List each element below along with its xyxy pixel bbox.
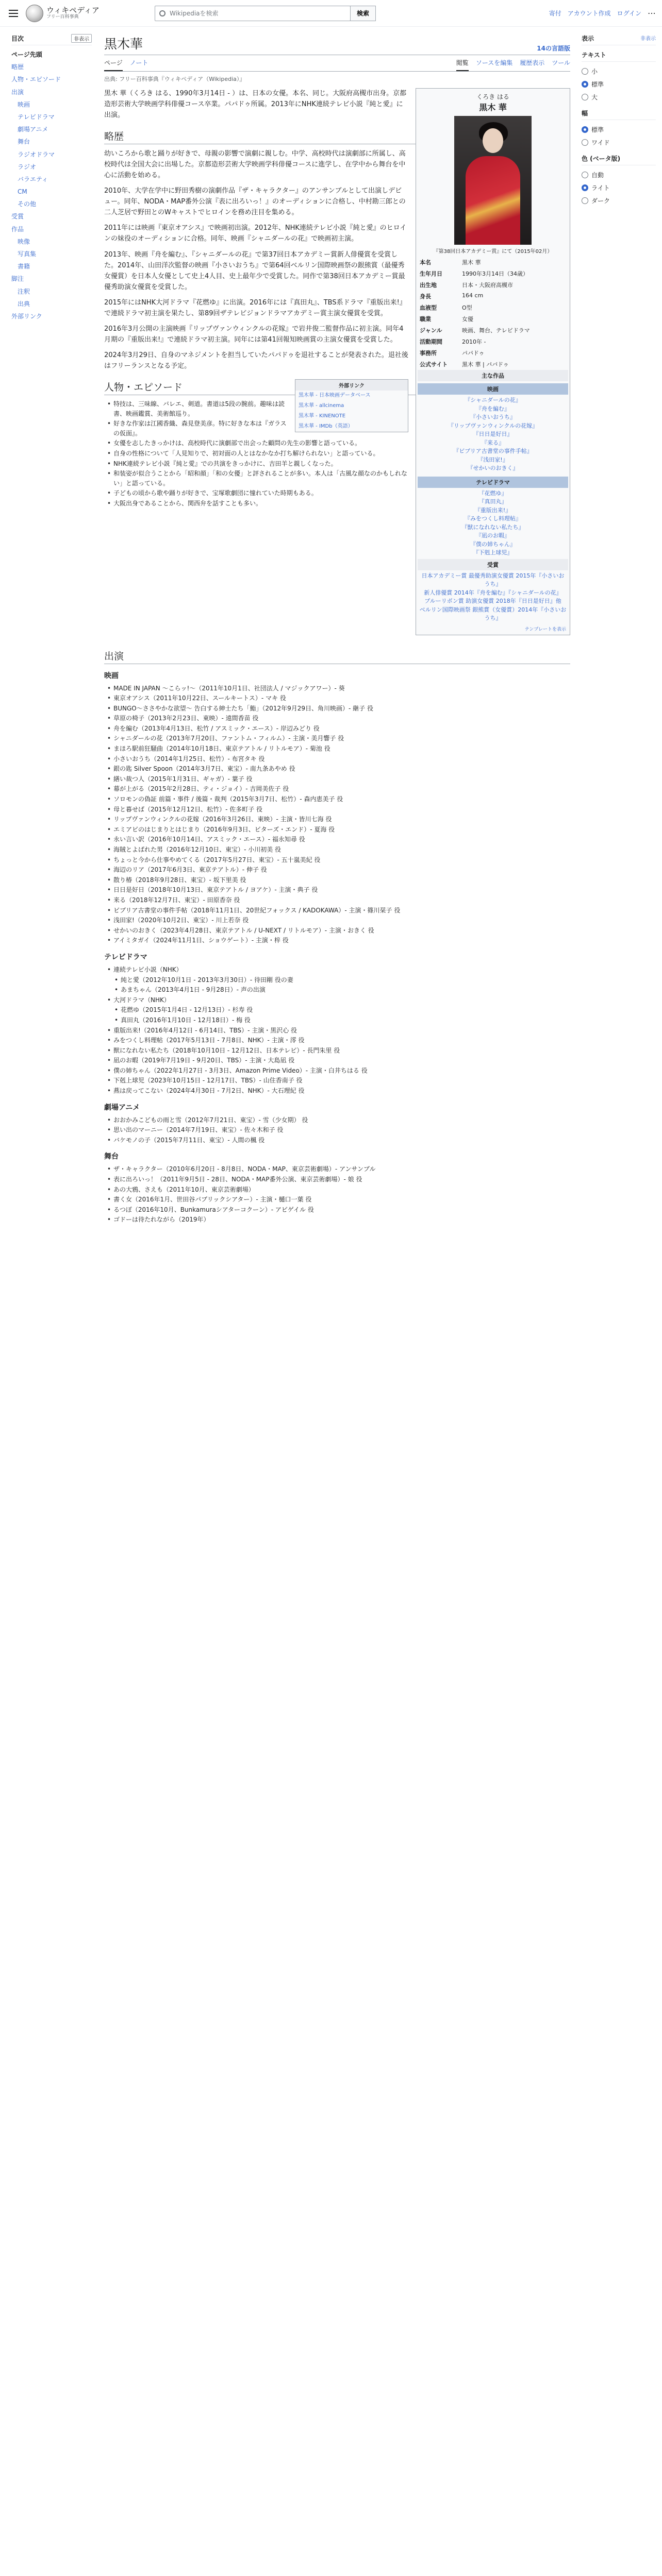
work-item[interactable]: 『浅田家!』 (477, 456, 508, 463)
infobox-row (418, 291, 568, 302)
toc-item[interactable]: 脚注 (11, 275, 24, 283)
list-item: • 大河ドラマ（NHK） (106, 995, 570, 1005)
toc-item[interactable]: 劇場アニメ (18, 126, 48, 133)
external-link[interactable]: 黒木華 - IMDb（英語） (299, 423, 353, 429)
history-paragraph: 2024年3月29日、自身のマネジメントを担当していたパパドゥを退社することが発表された。退社後はフリーランスとなる予定。 (104, 351, 408, 370)
infobox-value: O型 (462, 304, 472, 311)
work-item[interactable]: 『日日是好日』 (473, 431, 513, 437)
radio-option[interactable] (582, 194, 656, 207)
infobox-value: 黒木 華 | パパドゥ (462, 361, 509, 368)
infobox-key: 血液型 (420, 304, 437, 311)
tv-list (106, 965, 570, 1096)
color-label: 色 (ベータ版) (582, 154, 656, 165)
toc-item[interactable]: テレビドラマ (18, 113, 55, 121)
show-template-link[interactable]: テンプレートを表示 (524, 626, 566, 632)
logo-subtitle: フリー百科事典 (46, 14, 79, 20)
appearance-hide-button[interactable]: 非表示 (640, 36, 656, 42)
work-item[interactable]: 『花燃ゆ』 (478, 489, 507, 497)
infobox-row (418, 347, 568, 359)
infobox-kana: くろき はる (476, 93, 509, 100)
section-appearances: 出演 (104, 649, 570, 664)
infobox-row (418, 325, 568, 336)
film-list (106, 684, 570, 945)
tab-page[interactable]: ページ (104, 55, 123, 71)
list-item: • NHK連続テレビ小説『純と愛』での共演をきっかけに、吉田羊と親しくなった。 (106, 459, 570, 469)
table-of-contents (6, 27, 97, 1225)
list-item: • 連続テレビ小説（NHK） (106, 965, 570, 975)
list-item: • ビブリア古書堂の事件手帖（2018年11月1日、20世紀フォックス / KADOKAWA）- 主演・篠川栞子 役 (106, 906, 570, 916)
lead-paragraph: 黒木 華（くろき はる、1990年3月14日 - ）は、日本の女優。本名、同じ。大阪府高槻市出身。京都造形芸術大学映画学科俳優コース卒業。パパドゥ所属。2013年にNHK連続テレビ小説『純と愛』に出演。 (104, 90, 407, 120)
anime-list (106, 1115, 570, 1145)
radio-icon[interactable] (582, 197, 588, 204)
works-tv-heading: テレビドラマ (418, 477, 568, 488)
portrait-photo[interactable] (454, 116, 532, 245)
history-paragraph: 2015年にはNHK大河ドラマ『花燃ゆ』に出演。2016年には『真田丸』、TBS系ドラマ『重版出来!』で連続ドラマ初主演を果たし、第89回ザテレビジョンドラマアカデミー賞主演女優賞を受賞。 (104, 298, 406, 317)
toc-item[interactable]: 外部リンク (11, 312, 42, 320)
list-item: • るつぼ（2016年10月、Bunkamuraシアターコクーン）- アビゲイル 役 (106, 1205, 570, 1215)
radio-label: 標準 (591, 126, 604, 133)
list-item: • ザ・キャラクター（2010年6月20日 - 8月8日、NODA・MAP、東京芸術劇場）- アンサンブル (106, 1164, 570, 1174)
list-item: • 僕の姉ちゃん（2022年1月27日 - 3月3日、Amazon Prime Video）- 主演・白井ちはる 役 (106, 1066, 570, 1076)
main-menu-button[interactable] (6, 6, 21, 21)
list-item: • せかいのおきく（2023年4月28日、東京テアトル / U-NEXT / リトルモア）- 主演・おきく 役 (106, 926, 570, 936)
donate-link[interactable]: 寄付 (549, 10, 561, 17)
history-paragraph: 2010年、大学在学中に野田秀樹の演劇作品『ザ・キャラクター』のアンサンブルとして出演しデビュー。同年、NODA・MAP番外公演『表に出ろいっ！』のオーディションに合格し、中村勘三郎との二人芝居で野田とのWキャストでヒロインを務め注目を集める。 (104, 187, 406, 217)
site-header (0, 0, 662, 27)
radio-icon[interactable] (582, 68, 588, 75)
toc-item[interactable]: 書籍 (18, 263, 30, 270)
awards-title: 受賞 (418, 559, 568, 570)
history-paragraph: 2016年3月公開の主演映画『リップヴァンウィンクルの花嫁』で岩井俊二監督作品に初主演。同年4月期の『重版出来!』で連続ドラマ初主演。同年には第41回報知映画賞の主演女優賞を受賞した。 (104, 325, 404, 344)
works-film-heading: 映画 (418, 383, 568, 395)
list-item: • 日日是好日（2018年10月13日、東京テアトル / ヨアケ）- 主演・典子 役 (106, 885, 570, 895)
radio-label: 自動 (591, 172, 604, 179)
list-item: • ちょっと今から仕事やめてくる（2017年5月27日、東宝）- 五十嵐美紀 役 (106, 855, 570, 865)
toc-item[interactable]: バラエティ (18, 175, 48, 183)
radio-option[interactable] (582, 65, 656, 78)
appearance-title: 表示 (582, 35, 594, 42)
subsection-stage: 舞台 (104, 1153, 119, 1161)
width-label: 幅 (582, 109, 656, 120)
toc-item[interactable]: CM (18, 188, 27, 196)
work-item[interactable]: 『重版出来!』 (474, 506, 511, 514)
radio-option[interactable] (582, 123, 656, 136)
radio-icon[interactable] (582, 126, 588, 133)
tab-talk[interactable]: ノート (129, 59, 148, 66)
infobox-row (418, 268, 568, 279)
history-paragraph: 2011年には映画『東京オアシス』で映画初出演。2012年、NHK連続テレビ小説『純と愛』のヒロインの妹役のオーディションに合格。同年、映画『シャニダールの花』で映画初主演。 (104, 224, 407, 243)
list-item: • 思い出のマーニー（2014年7月19日、東宝）- 佐々木和子 役 (106, 1125, 570, 1135)
infobox-key: 事務所 (420, 350, 437, 357)
login-link[interactable]: ログイン (617, 10, 641, 17)
work-item[interactable]: 『舟を編む』 (476, 405, 510, 412)
infobox-key: ジャンル (420, 327, 442, 334)
toc-item[interactable]: 写真集 (18, 250, 37, 258)
list-item: • 散り椿（2018年9月28日、東宝）- 坂下里美 役 (106, 875, 570, 885)
logo-title: ウィキペディア (46, 6, 100, 15)
list-item: • ソロモンの偽証 前篇・事件 / 後篇・裁判（2015年3月7日、松竹）- 森内恵美子 役 (106, 794, 570, 804)
radio-icon[interactable] (582, 139, 588, 146)
radio-label: 小 (591, 68, 598, 75)
list-item: • あの大鴉、さえも（2011年10月、東京芸術劇場） (106, 1185, 570, 1195)
award-item[interactable]: ブルーリボン賞 助演女優賞 2018年『日日是好日』他 (424, 598, 561, 604)
list-item: • 下剋上球児（2023年10月15日 - 12月17日、TBS）- 山住香南子 役 (106, 1076, 570, 1086)
toc-item[interactable]: ラジオ (18, 163, 37, 171)
toc-item[interactable]: 出演 (11, 88, 24, 96)
radio-option[interactable] (582, 78, 656, 91)
list-item: • 花燃ゆ（2015年1月4日 - 12月13日）- 杉寿 役 (106, 1005, 570, 1015)
toc-item[interactable]: 映画 (18, 100, 30, 108)
work-item[interactable]: 『凪のお暇』 (476, 532, 510, 539)
list-item: • 子どもの頃から歌や踊りが好きで、宝塚歌劇団に憧れていた時期もある。 (106, 488, 570, 498)
photo-caption: 『第38回日本アカデミー賞』にて（2015年02月） (433, 249, 553, 255)
tab-read[interactable]: 閲覧 (456, 55, 469, 71)
list-item: • 繕い裁つ人（2015年1月31日、ギャガ）- 葉子 役 (106, 774, 570, 784)
radio-icon[interactable] (582, 172, 588, 178)
tab-edit-source[interactable]: ソースを編集 (475, 59, 513, 66)
list-item: • 表に出ろいっ！（2011年9月5日 - 28日、NODA・MAP番外公演、東京芸術劇場）- 娘 役 (106, 1175, 570, 1184)
infobox-value: 黒木 華 (462, 259, 481, 266)
radio-label: 標準 (591, 81, 604, 88)
text-size-label: テキスト (582, 50, 656, 62)
radio-icon[interactable] (582, 94, 588, 100)
radio-option[interactable] (582, 168, 656, 181)
infobox-key: 身長 (420, 293, 431, 300)
infobox-row (418, 257, 568, 268)
toc-list (11, 48, 92, 323)
work-item[interactable]: 『みをつくし料理帖』 (465, 515, 521, 522)
subsection-anime: 劇場アニメ (104, 1103, 140, 1112)
list-item: • 小さいおうち（2014年1月25日、松竹）- 布宮タキ 役 (106, 754, 570, 764)
infobox-key: 職業 (420, 316, 431, 323)
list-item: • おおかみこどもの雨と雪（2012年7月21日、東宝）- 雪（少女期） 役 (106, 1115, 570, 1125)
list-item: • 母と暮せば（2015年12月12日、松竹）- 佐多町子 役 (106, 805, 570, 815)
radio-label: ライト (591, 184, 610, 192)
article-content (97, 27, 578, 1225)
list-item: • まほろ駅前狂騒曲（2014年10月18日、東京テアトル / リトルモア）- 菊池 役 (106, 744, 570, 754)
award-item[interactable]: 新人俳優賞 2014年『舟を編む』『シャニダールの花』 (424, 589, 562, 596)
list-item: • 燕は戻ってこない（2024年4月30日 - 7月2日、NHK）- 大石理紀 役 (106, 1086, 570, 1096)
radio-icon[interactable] (582, 81, 588, 88)
toc-item[interactable]: 人物・エピソード (11, 76, 61, 83)
list-item: • みをつくし料理帖（2017年5月13日 - 7月8日、NHK）- 主演・澪 役 (106, 1036, 570, 1045)
search-form (155, 6, 376, 21)
list-item: • 海辺のリア（2017年6月3日、東京テアトル）- 伸子 役 (106, 865, 570, 875)
subsection-tv: テレビドラマ (104, 953, 147, 961)
radio-option[interactable] (582, 91, 656, 104)
toc-item[interactable]: 映像 (18, 238, 30, 245)
list-item: • 舟を編む（2013年4月13日、松竹 / アスミック・エース）- 岸辺みどり 役 (106, 724, 570, 734)
infobox-row (418, 336, 568, 347)
list-item: • 好きな作家は江國香織、森見登美彦。特に好きな本は『ガラスの仮面』。 (106, 419, 570, 438)
infobox-row (418, 359, 568, 370)
subsection-film: 映画 (104, 671, 119, 680)
list-item: • 銀の匙 Silver Spoon（2014年3月7日、東宝）- 南九条あやめ 役 (106, 764, 570, 774)
list-item: • 特技は、三味線、バレエ、剣道。書道は5段の腕前。趣味は読書、映画鑑賞、美術館巡り。 (106, 399, 570, 418)
work-item[interactable]: 『獣になれない私たち』 (461, 523, 524, 531)
infobox-key: 生年月日 (420, 270, 442, 277)
infobox-value: 2010年 - (462, 338, 486, 345)
toc-hide-button[interactable]: 非表示 (71, 34, 92, 43)
list-item: • 重版出来!（2016年4月12日 - 6月14日、TBS）- 主演・黒沢心 役 (106, 1026, 570, 1036)
list-item: • 永い言い訳（2016年10月14日、アスミック・エース）- 福永知尋 役 (106, 835, 570, 844)
search-icon (159, 10, 166, 16)
external-link[interactable]: 黒木華 - allcinema (299, 402, 344, 409)
infobox-value: パパドゥ (462, 350, 485, 357)
toc-item[interactable]: その他 (18, 200, 37, 208)
persona-list (106, 399, 570, 509)
toc-item[interactable]: 略歴 (11, 63, 24, 71)
history-paragraph: 幼いころから歌と踊りが好きで、母親の影響で演劇に親しむ。中学、高校時代は演劇部に所属し、高校時代は全国大会に出場した。京都造形芸術大学映画学科俳優コースに進学し、在学中から舞台を中心に活動を始める。 (104, 150, 406, 180)
work-item[interactable]: 『ビブリア古書堂の事件手帖』 (453, 448, 533, 454)
list-item: • リップヴァンウィンクルの花嫁（2016年3月26日、東映）- 主演・皆川七海 役 (106, 815, 570, 824)
page-title: 黒木華 (104, 37, 143, 52)
stage-list (106, 1164, 570, 1225)
toc-item[interactable]: 出典 (18, 300, 30, 308)
list-item: • 自身の性格について「人見知りで、初対面の人とはなかなか打ち解けられない」と語っている。 (106, 449, 570, 459)
toc-item[interactable]: ラジオドラマ (18, 150, 55, 158)
toc-item[interactable]: 舞台 (18, 138, 30, 146)
list-item: • BUNGO〜ささやかな欲望〜 告白する紳士たち「鮨」（2012年9月29日、角川映画）- 継子 役 (106, 704, 570, 714)
toc-item[interactable]: 注釈 (18, 287, 30, 295)
links-box-title: 外部リンク (295, 380, 408, 391)
radio-label: 大 (591, 94, 598, 101)
radio-icon[interactable] (582, 184, 588, 191)
list-item: • 書く女（2016年1月、世田谷パブリックシアター）- 主演・樋口一葉 役 (106, 1195, 570, 1205)
toc-item[interactable]: 作品 (11, 225, 24, 233)
award-item[interactable]: ベルリン国際映画祭 銀熊賞（女優賞）2014年『小さいおうち』 (419, 606, 567, 621)
work-item[interactable]: 『小さいおうち』 (470, 414, 516, 420)
award-item[interactable]: 日本アカデミー賞 最優秀助演女優賞 2015年『小さいおうち』 (421, 572, 565, 587)
list-item: • 女優を志したきっかけは、高校時代に演劇部で出会った顧問の先生の影響と語っている。 (106, 438, 570, 448)
awards-list (418, 570, 568, 624)
article-source-note: 出典: フリー百科事典『ウィキペディア（Wikipedia）』 (104, 76, 245, 82)
work-item[interactable]: 『来る』 (482, 439, 504, 446)
infobox-value: 164 cm (462, 292, 484, 299)
work-item[interactable]: 『真田丸』 (478, 498, 507, 505)
globe-icon (26, 5, 43, 22)
list-item: • 大阪出身であることから、関西弁を話すことも多い。 (106, 499, 570, 509)
page-tabs (104, 55, 570, 72)
list-item: • 海賊とよばれた男（2016年12月10日、東宝）- 小川初美 役 (106, 845, 570, 855)
infobox-value: 映画、舞台、テレビドラマ (462, 327, 530, 334)
list-item: • 純と愛（2012年10月1日 - 2013年3月30日）- 待田剛 役の妻 (106, 975, 570, 985)
list-item: • シャニダールの花（2013年7月20日、ファントム・フィルム）- 主演・美月響子 役 (106, 734, 570, 743)
search-input[interactable] (155, 6, 351, 21)
radio-option[interactable] (582, 181, 656, 194)
radio-label: ワイド (591, 139, 610, 146)
infobox-value: 日本・大阪府高槻市 (462, 282, 513, 289)
work-item[interactable]: 『僕の姉ちゃん』 (470, 540, 516, 548)
list-item: • 真田丸（2016年1月10日 - 12月18日）- 梅 役 (106, 1015, 570, 1025)
work-item[interactable]: 『リップヴァンウィンクルの花嫁』 (448, 422, 538, 429)
work-item[interactable]: 『せかいのおきく』 (467, 465, 519, 471)
tab-history[interactable]: 履歴表示 (520, 59, 545, 66)
list-item: • 来る（2018年12月7日、東宝）- 田原香奈 役 (106, 895, 570, 905)
list-item: • あまちゃん（2013年4月1日 - 9月28日）- 声の出演 (106, 985, 570, 995)
more-options-icon[interactable]: ⋯ (648, 8, 656, 18)
search-placeholder: Wikipediaを検索 (170, 10, 219, 17)
create-account-link[interactable]: アカウント作成 (567, 10, 611, 17)
infobox-key: 出生地 (420, 282, 437, 289)
list-item: • 凪のお暇（2019年7月19日 - 9月20日、TBS）- 主演・大島凪 役 (106, 1056, 570, 1065)
infobox-table (418, 257, 568, 370)
list-item: • 東京オアシス（2011年10月22日、スールキートス）- マキ 役 (106, 693, 570, 703)
history-paragraph: 2013年、映画『舟を編む』、『シャニダールの花』で第37回日本アカデミー賞新人俳優賞を受賞した。2014年、山田洋次監督の映画『小さいおうち』で第64回ベルリン国際映画祭の銀熊賞（最優秀女優賞）を日本人女優として史上4人目、史上最年少で受賞した。同作で第38回日本アカデミー賞最優秀助演女優賞を受賞した。 (104, 250, 405, 291)
list-item: • 和装姿が似合うことから「昭和顔」「和の女優」と評されることが多い。本人は「古風な顔なのかもしれない」と語っている。 (106, 469, 570, 488)
infobox-key: 活動期間 (420, 338, 442, 345)
works-title: 主な作品 (418, 370, 568, 381)
list-item: • 浅田家!（2020年10月2日、東宝）- 川上若奈 役 (106, 916, 570, 925)
list-item: • ゴドーは待たれながら（2019年） (106, 1215, 570, 1225)
infobox-value: 女優 (462, 316, 473, 323)
external-link[interactable]: 黒木華 - 日本映画データベース (299, 392, 371, 398)
user-links (549, 8, 656, 18)
toc-item[interactable]: 受賞 (11, 213, 24, 221)
infobox-key: 本名 (420, 259, 431, 266)
infobox (416, 88, 570, 635)
infobox-key: 公式サイト (420, 361, 448, 368)
list-item: • MADE IN JAPAN 〜こらッ!〜（2011年10月1日、社団法人 / マジックアワー）- 葵 (106, 684, 570, 693)
section-persona: 人物・エピソード (104, 380, 570, 395)
search-button[interactable]: 検索 (350, 6, 376, 21)
infobox-row (418, 302, 568, 313)
infobox-value: 1990年3月14日（34歳） (462, 270, 528, 277)
section-history: 略歴 (104, 129, 570, 144)
list-item: • アイミタガイ（2024年11月1日、ショウゲート）- 主演・梓 役 (106, 936, 570, 945)
list-item: • 草原の椅子（2013年2月23日、東映）- 遠間香苗 役 (106, 714, 570, 723)
list-item: • エミアビのはじまりとはじまり（2016年9月3日、ビターズ・エンド）- 夏海 役 (106, 825, 570, 835)
radio-option[interactable] (582, 136, 656, 149)
work-item[interactable]: 『シャニダールの花』 (465, 397, 521, 403)
toc-item[interactable]: ページ先頭 (11, 51, 42, 58)
radio-label: ダーク (591, 197, 610, 205)
list-item: • バケモノの子（2015年7月11日、東宝）- 人間の楓 役 (106, 1136, 570, 1145)
infobox-row (418, 279, 568, 291)
list-item: • 幕が上がる（2015年2月28日、ティ・ジョイ）- 吉岡美佐子 役 (106, 784, 570, 794)
language-button[interactable]: 14の言語版 (537, 45, 570, 52)
list-item: • 獣になれない私たち（2018年10月10日 - 12月12日、日本テレビ）- 長門朱里 役 (106, 1046, 570, 1056)
work-item[interactable]: 『下剋上球児』 (473, 549, 513, 556)
external-link[interactable]: 黒木華 - KINENOTE (299, 413, 346, 419)
infobox-row (418, 313, 568, 325)
tab-tools[interactable]: ツール (552, 59, 570, 66)
toc-title: 目次 (11, 35, 24, 42)
wikipedia-logo[interactable] (26, 5, 129, 22)
infobox-name: 黒木 華 (479, 103, 507, 112)
appearance-panel (578, 27, 656, 1225)
